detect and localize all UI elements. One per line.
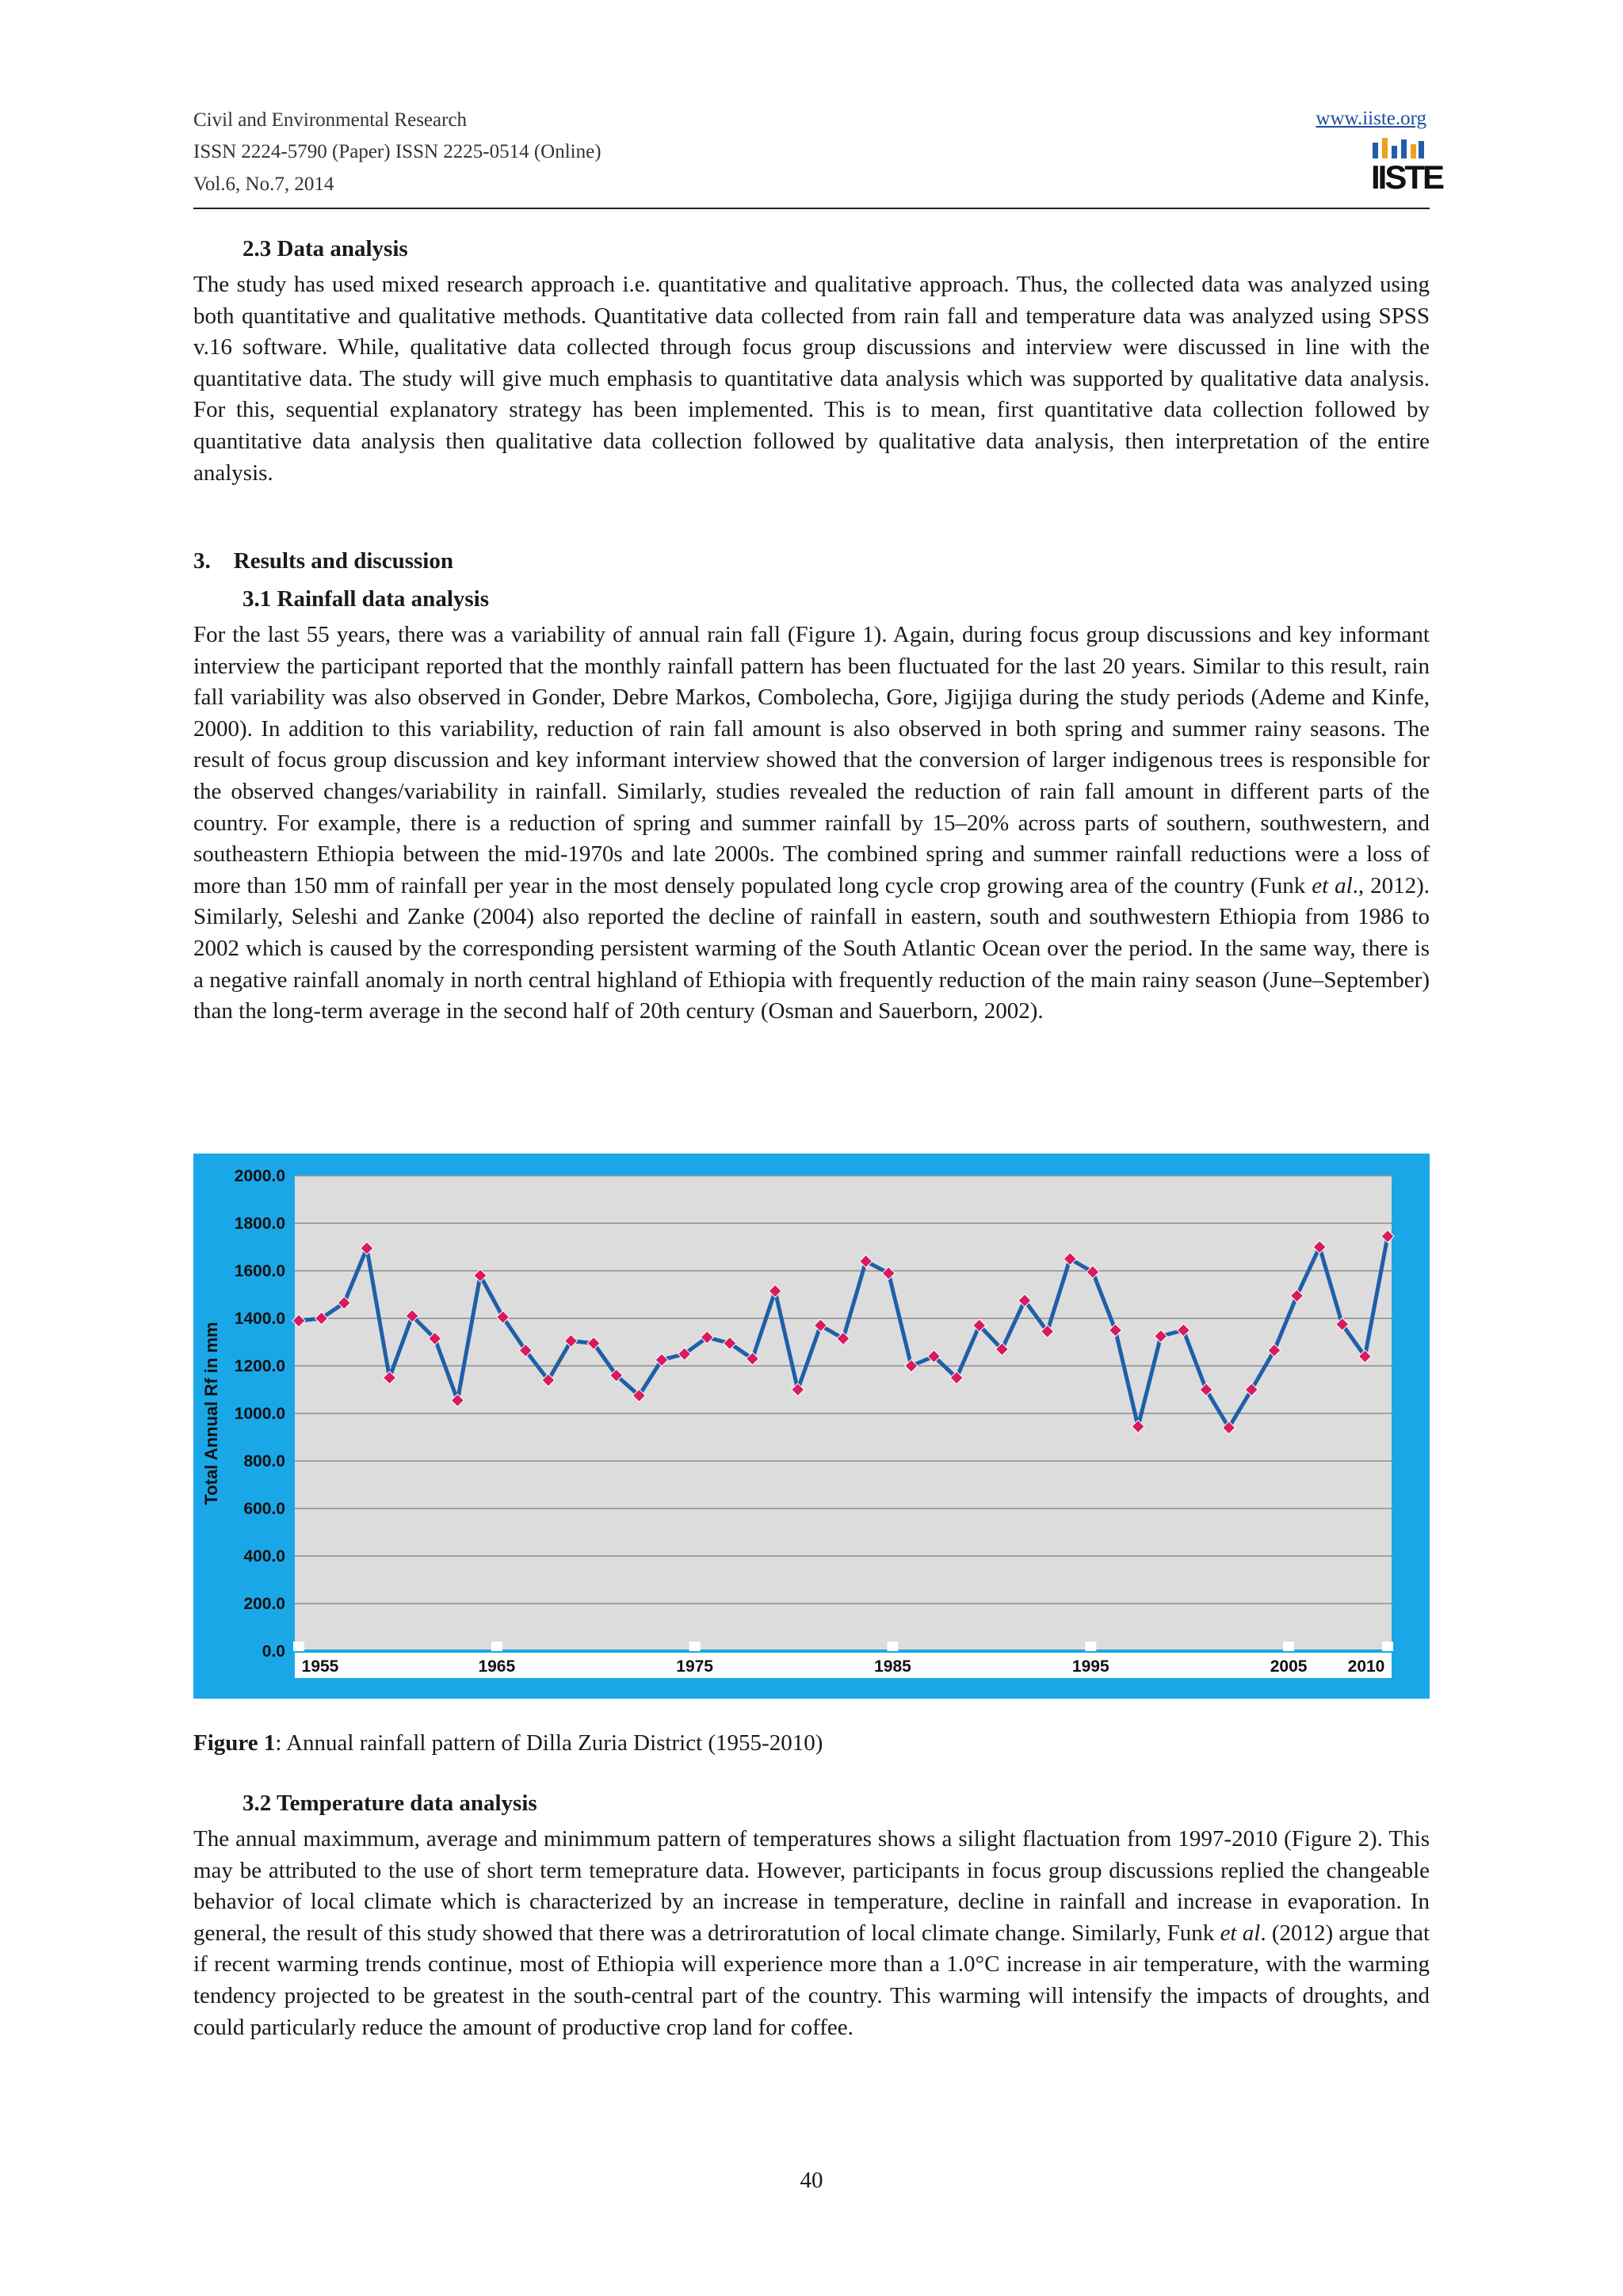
y-tick-label: 400.0 — [243, 1547, 285, 1566]
section-3-heading: 3. Results and discussion — [193, 548, 453, 574]
journal-issn: ISSN 2224-5790 (Paper) ISSN 2225-0514 (Online) — [193, 141, 601, 162]
rainfall-chart-frame — [193, 1154, 1430, 1699]
y-tick-label: 0.0 — [262, 1642, 285, 1661]
section-3-1-heading: 3.1 Rainfall data analysis — [242, 586, 489, 612]
logo-bars-icon — [1371, 136, 1425, 158]
y-axis-label: Total Annual Rf in mm — [201, 1322, 221, 1505]
y-tick-label: 600.0 — [243, 1500, 285, 1518]
y-tick-label: 1800.0 — [234, 1215, 285, 1233]
rainfall-line-chart — [193, 1154, 1430, 1699]
section-3-2-text-b: . (2012) argue that if recent warming trends continue, most of Ethiopia will experience more than a 1.0°C increase in air temperature, with the warming tendency projected to be greatest in the south-central part of the country. This warming will intensify the impacts of droughts, and could particularly reduce the amount of productive crop land for coffee. — [193, 1920, 1430, 2040]
section-3-1-text-a: For the last 55 years, there was a variability of annual rain fall (Figure 1). Again, during focus group discussions and key informant interview the participant reported that the monthly rainfall pattern has been fluctuated for the last 20 years. Similar to this result, rain fall variability was also observed in Gonder, Debre Markos, Combolecha, Gore, Jigijiga during the study periods (Ademe and Kinfe, 2000). In addition to this variability, reduction of rain fall amount is also observed in both spring and summer rainy seasons. The result of focus group discussion and key informant interview showed that the conversion of larger indigenous trees is responsible for the observed changes/variability in rainfall. Similarly, studies revealed the reduction of rain fall amount in different parts of the country. For example, there is a reduction of spring and summer rainfall by 15–20% across parts of southern, southwestern, and southeastern Ethiopia between the mid-1970s and late 2000s. The combined spring and summer rainfall reductions were a loss of more than 150 mm of rainfall per year in the most densely populated long cycle crop growing area of the country (Funk — [193, 622, 1430, 898]
figure-label: Figure 1 — [193, 1730, 276, 1756]
x-tick-mark — [1283, 1642, 1294, 1651]
et-al-italic: et al — [1220, 1920, 1261, 1946]
y-tick-label: 800.0 — [243, 1452, 285, 1470]
y-tick-label: 200.0 — [243, 1595, 285, 1613]
section-3-2-paragraph — [193, 1824, 1430, 2043]
journal-name: Civil and Environmental Research — [193, 109, 468, 131]
x-tick-label: 1975 — [676, 1657, 713, 1676]
x-axis-strip — [295, 1651, 1392, 1678]
x-tick-label: 2005 — [1270, 1657, 1308, 1676]
x-tick-label: 1985 — [874, 1657, 911, 1676]
section-2-3-paragraph: The study has used mixed research approach i.e. quantitative and qualitative approach. Thus, the collected data was analyzed using both quantitative and qualitative methods. Quantitative data collected from rain fall and temperature data was analyzed using SPSS v.16 software. While, qualitative data collected through focus group discussions and interview were discussed in line with the quantitative data. The study will give much emphasis to quantitative data analysis which was supported by qualitative data analysis. For this, sequential explanatory strategy has been implemented. This is to mean, first quantitative data collection followed by quantitative data analysis then qualitative data collection followed by qualitative data analysis, then interpretation of the entire analysis. — [193, 272, 1430, 486]
et-al-italic: et al — [1312, 872, 1353, 898]
y-tick-label: 1200.0 — [234, 1357, 285, 1375]
x-tick-mark — [1382, 1642, 1393, 1651]
x-tick-mark — [1085, 1642, 1096, 1651]
y-tick-label: 1000.0 — [234, 1405, 285, 1423]
figure-1-caption — [193, 1730, 823, 1756]
x-tick-mark — [293, 1642, 304, 1651]
x-tick-mark — [689, 1642, 701, 1651]
header-divider — [193, 208, 1430, 209]
y-tick-label: 2000.0 — [234, 1167, 285, 1185]
x-tick-label: 1965 — [478, 1657, 516, 1676]
section-3-1-paragraph — [193, 620, 1430, 1028]
iiste-logo — [1371, 136, 1443, 198]
y-tick-label: 1600.0 — [234, 1262, 285, 1280]
x-tick-label: 2010 — [1347, 1657, 1385, 1676]
x-tick-label: 1955 — [301, 1657, 339, 1676]
section-3-2-text-a: The annual maximmum, average and minimmum pattern of temperatures shows a silight flactuation from 1997-2010 (Figure 2). This may be attributed to the use of short term temeprature data. However, participants in focus group discussions replied the changeable behavior of local climate which is characterized by an increase in temperature, decline in rainfall and increase in evaporation. In general, the result of this study showed that there was a detriroratution of local climate change. Similarly, Funk — [193, 1826, 1430, 1946]
journal-volume: Vol.6, No.7, 2014 — [193, 174, 334, 195]
figure-caption-text: : Annual rainfall pattern of Dilla Zuria District (1955-2010) — [275, 1730, 823, 1756]
logo-text: IISTE — [1371, 158, 1443, 196]
section-3-1-text-b: ., 2012). Similarly, Seleshi and Zanke (2004) also reported the decline of rainfall in eastern, south and southwestern Ethiopia from 1986 to 2002 which is caused by the corresponding persistent warming of the South Atlantic Ocean over the period. In the same way, there is a negative rainfall anomaly in north central highland of Ethiopia with frequently reduction of the main rainy season (June–September) than the long-term average in the second half of 20th century (Osman and Sauerborn, 2002). — [193, 872, 1430, 1024]
x-tick-label: 1995 — [1071, 1657, 1109, 1676]
page-number: 40 — [800, 2168, 823, 2193]
section-2-3-heading: 2.3 Data analysis — [242, 236, 408, 261]
journal-url-link[interactable]: www.iiste.org — [1316, 108, 1426, 129]
y-tick-label: 1400.0 — [234, 1310, 285, 1328]
section-3-2-heading: 3.2 Temperature data analysis — [242, 1791, 537, 1816]
x-tick-mark — [887, 1642, 898, 1651]
x-tick-mark — [491, 1642, 502, 1651]
